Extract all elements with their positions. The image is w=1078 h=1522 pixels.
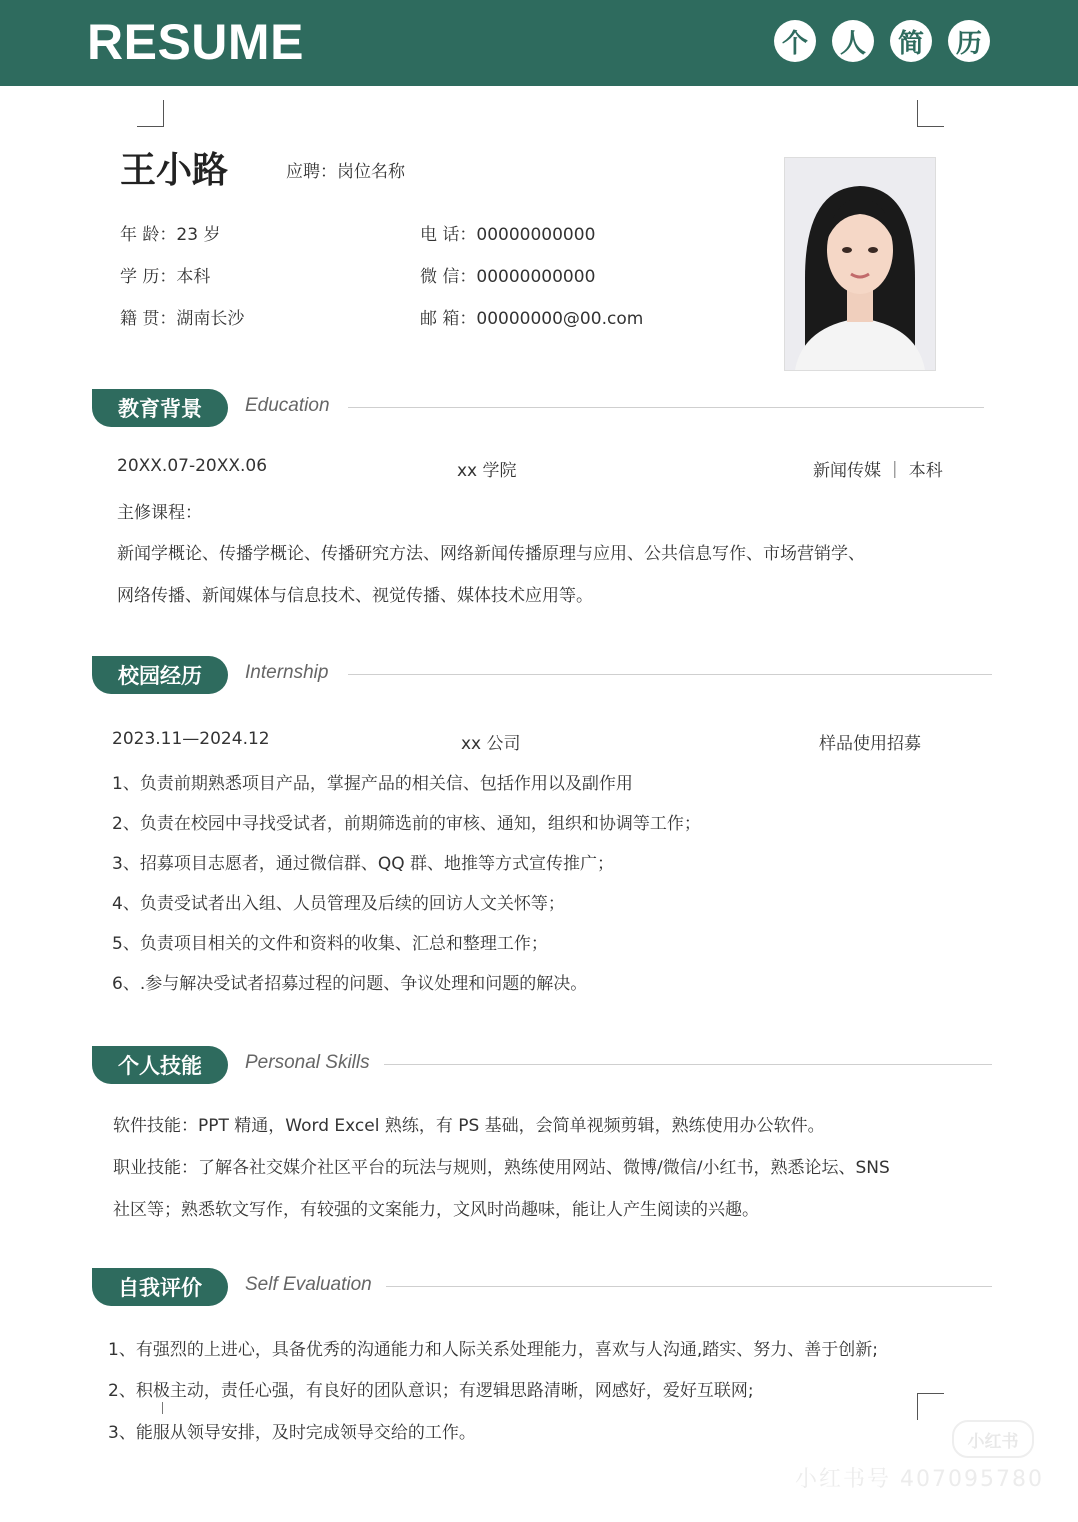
section-subtitle: Personal Skills <box>245 1052 370 1073</box>
internship-item: 4、负责受试者出入组、人员管理及后续的回访人文关怀等； <box>112 894 565 914</box>
section-divider <box>348 407 984 408</box>
internship-item: 5、负责项目相关的文件和资料的收集、汇总和整理工作； <box>112 934 548 954</box>
badge-li: 历 <box>948 20 990 62</box>
watermark-text: 小红书号 407095780 <box>795 1467 1044 1492</box>
internship-item: 2、负责在校园中寻找受试者，前期筛选前的审核、通知，组织和协调等工作； <box>112 814 701 834</box>
portrait-image <box>785 158 935 370</box>
education-period: 20XX.07-20XX.06 <box>117 456 268 476</box>
section-self-header <box>92 1268 994 1308</box>
info-age: 年 龄：23 岁 <box>120 225 221 245</box>
info-education: 学 历：本科 <box>120 267 211 287</box>
corner-mark-bottom-right <box>917 1393 944 1420</box>
skills-professional-cont: 社区等；熟悉软文写作，有较强的文案能力，文风时尚趣味，能让人产生阅读的兴趣。 <box>113 1200 759 1220</box>
info-email: 邮 箱：00000000@00.com <box>420 309 644 329</box>
section-internship-header <box>92 656 994 696</box>
section-title: 校园经历 <box>92 656 228 694</box>
info-wechat: 微 信：00000000000 <box>420 267 596 287</box>
internship-period: 2023.11—2024.12 <box>112 729 270 749</box>
skills-professional: 职业技能：了解各社交媒介社区平台的玩法与规则，熟练使用网站、微博/微信/小红书，熟悉论坛、SNS <box>113 1158 890 1178</box>
section-subtitle: Internship <box>245 662 329 683</box>
badge-ge: 个 <box>774 20 816 62</box>
badge-jian: 简 <box>890 20 932 62</box>
corner-mark-top-left <box>137 100 164 127</box>
apply-position: 应聘：岗位名称 <box>286 162 405 182</box>
section-title: 自我评价 <box>92 1268 228 1306</box>
section-skills-header <box>92 1046 994 1086</box>
section-subtitle: Self Evaluation <box>245 1274 372 1295</box>
internship-item: 3、招募项目志愿者，通过微信群、QQ 群、地推等方式宣传推广； <box>112 854 614 874</box>
internship-role: 样品使用招募 <box>819 734 921 754</box>
section-title: 教育背景 <box>92 389 228 427</box>
profile-photo <box>784 157 936 371</box>
section-education-header <box>92 389 994 429</box>
courses-line-2: 网络传播、新闻媒体与信息技术、视觉传播、媒体技术应用等。 <box>117 586 593 606</box>
info-origin: 籍 贯：湖南长沙 <box>120 309 245 329</box>
info-phone: 电 话：00000000000 <box>420 225 596 245</box>
self-eval-item: 2、积极主动，责任心强，有良好的团队意识；有逻辑思路清晰，网感好，爱好互联网; <box>108 1381 754 1401</box>
self-eval-item: 1、有强烈的上进心，具备优秀的沟通能力和人际关系处理能力，喜欢与人沟通,踏实、努力、善于创新; <box>108 1340 878 1360</box>
internship-item: 1、负责前期熟悉项目产品，掌握产品的相关信、包括作用以及副作用 <box>112 774 633 794</box>
badge-ren: 人 <box>832 20 874 62</box>
courses-line-1: 新闻学概论、传播学概论、传播研究方法、网络新闻传播原理与应用、公共信息写作、市场营销学、 <box>117 544 865 564</box>
skills-software: 软件技能：PPT 精通，Word Excel 熟练，有 PS 基础，会简单视频剪辑，熟练使用办公软件。 <box>113 1116 825 1136</box>
candidate-name: 王小路 <box>120 150 229 191</box>
section-divider <box>348 674 992 675</box>
watermark-logo: 小红书 <box>952 1420 1034 1458</box>
section-divider <box>386 1286 992 1287</box>
self-eval-item: 3、能服从领导安排，及时完成领导交给的工作。 <box>108 1423 476 1443</box>
internship-company: xx 公司 <box>461 734 521 754</box>
section-subtitle: Education <box>245 395 330 416</box>
title-badges <box>774 20 990 62</box>
resume-title: RESUME <box>87 14 304 70</box>
section-divider <box>384 1064 992 1065</box>
section-title: 个人技能 <box>92 1046 228 1084</box>
tick-mark <box>162 1402 163 1414</box>
courses-label: 主修课程： <box>117 503 202 523</box>
internship-item: 6、.参与解决受试者招募过程的问题、争议处理和问题的解决。 <box>112 974 588 994</box>
corner-mark-top-right <box>917 100 944 127</box>
education-major: 新闻传媒 ｜ 本科 <box>813 461 943 481</box>
header-bar <box>0 0 1078 86</box>
education-school: xx 学院 <box>457 461 517 481</box>
